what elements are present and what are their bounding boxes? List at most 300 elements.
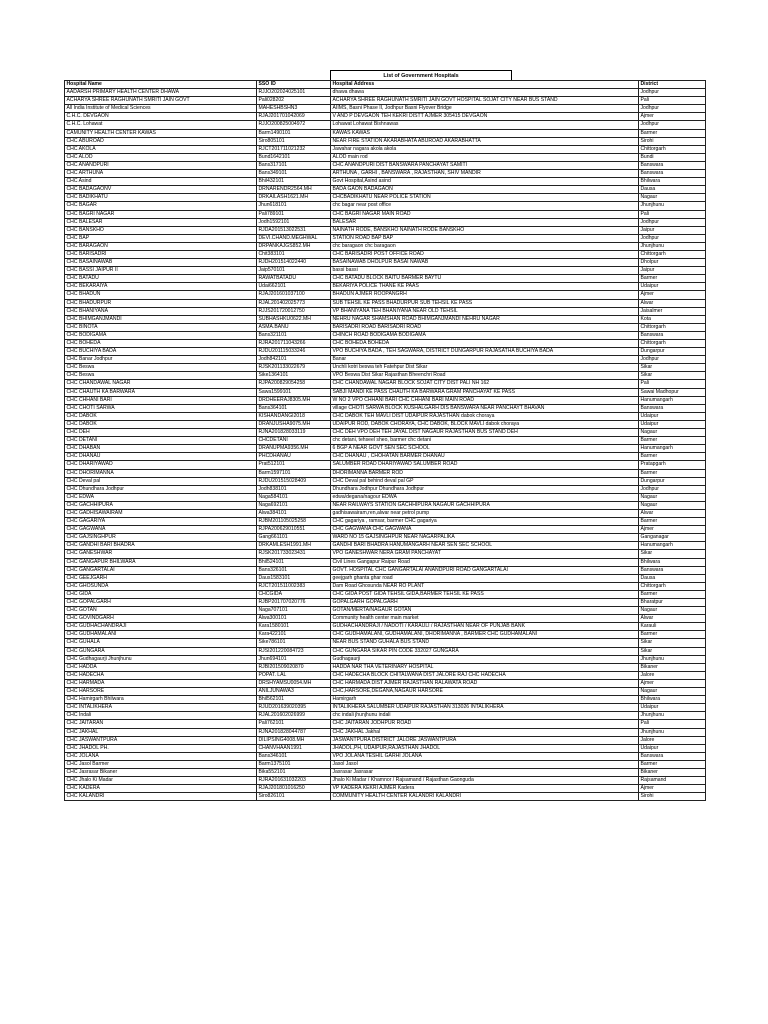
cell-hospital-address: NAINATH RODE, BANSKHO NAINATH RODE BANSKHO xyxy=(331,226,639,234)
cell-hospital-name: CHC KADERA xyxy=(65,785,257,793)
cell-sso-id: Bans349101 xyxy=(257,170,331,178)
table-row xyxy=(65,582,706,590)
table-row xyxy=(65,453,706,461)
cell-sso-id: RJPA200829054258 xyxy=(257,380,331,388)
cell-hospital-address: GOTAN/MERTA/NAGAUR GOTAN xyxy=(331,607,639,615)
cell-sso-id: DEVI.CHAND.MEGHWAL xyxy=(257,234,331,242)
cell-district: Udaipur xyxy=(639,744,706,752)
cell-district: Jodhpur xyxy=(639,89,706,97)
table-row xyxy=(65,607,706,615)
cell-sso-id: DRDHEERAJ8305.MH xyxy=(257,396,331,404)
cell-sso-id: POPAT. LAL xyxy=(257,671,331,679)
cell-hospital-name: CHC HARMADA xyxy=(65,679,257,687)
cell-hospital-name: CHC DEH xyxy=(65,429,257,437)
cell-sso-id: Bans326101 xyxy=(257,566,331,574)
cell-sso-id: RJBP201707020776 xyxy=(257,599,331,607)
cell-sso-id: Jaip570101 xyxy=(257,267,331,275)
cell-hospital-address: STATION ROAD BAP BAP xyxy=(331,234,639,242)
cell-hospital-name: CHC GANGARTALAI xyxy=(65,566,257,574)
table-row xyxy=(65,194,706,202)
cell-district: Nagaur xyxy=(639,501,706,509)
table-row xyxy=(65,202,706,210)
cell-hospital-address: CHC,HARSORE,DEGANA,NAGAUR HARSORE xyxy=(331,688,639,696)
cell-hospital-name: CHC GIDA xyxy=(65,590,257,598)
cell-sso-id: Bhil524101 xyxy=(257,558,331,566)
table-row xyxy=(65,226,706,234)
cell-hospital-address: Banar xyxy=(331,356,639,364)
cell-hospital-address: VPO GANESHWAR NERA GRAM PANCHAYAT xyxy=(331,550,639,558)
cell-sso-id: Bund1642101 xyxy=(257,153,331,161)
header-hospital-address: Hospital Address xyxy=(331,81,639,89)
cell-hospital-address: CHC JAKHAL Jakhal xyxy=(331,728,639,736)
cell-hospital-address: SALUMBER ROAD DHARIYAWAD SALUMBER ROAD xyxy=(331,461,639,469)
table-row xyxy=(65,412,706,420)
cell-district: Bundi xyxy=(639,153,706,161)
cell-sso-id: RJDU201115033246 xyxy=(257,348,331,356)
cell-hospital-name: CHC GOPALGARH xyxy=(65,599,257,607)
cell-district: Ajmer xyxy=(639,113,706,121)
table-row xyxy=(65,477,706,485)
cell-hospital-address: VPO JOLANA TESHIL GARHI JOLANA xyxy=(331,752,639,760)
cell-sso-id: Sike786101 xyxy=(257,639,331,647)
cell-hospital-address: DHORIMANNA BARMER ROD xyxy=(331,469,639,477)
cell-district: Dungarpur xyxy=(639,348,706,356)
cell-district: Udaipur xyxy=(639,283,706,291)
cell-hospital-name: All India Institute of Medical Sciences xyxy=(65,105,257,113)
table-row xyxy=(65,590,706,598)
cell-hospital-address: BASAINAWAB DHOLPUR BASAI NAWAB xyxy=(331,259,639,267)
cell-sso-id: Kara422101 xyxy=(257,631,331,639)
table-row xyxy=(65,777,706,785)
cell-sso-id: DRANUPMA9356.MH xyxy=(257,445,331,453)
cell-hospital-address: Dam Road Ghosunda NEAR RO PLANT xyxy=(331,582,639,590)
cell-hospital-address: CHC HADECHA BLOCK CHITALWANA DIST JALORE RAJ CHC HADECHA xyxy=(331,671,639,679)
cell-hospital-name: CHC INTALIKHERA xyxy=(65,704,257,712)
cell-sso-id: CHCDETANI xyxy=(257,437,331,445)
cell-hospital-name: CHC JOLANA xyxy=(65,752,257,760)
cell-sso-id: Jodh842101 xyxy=(257,356,331,364)
cell-district: Ajmer xyxy=(639,526,706,534)
table-row xyxy=(65,420,706,428)
table-row xyxy=(65,599,706,607)
cell-hospital-address: NEAR RAILWAYS STATION GACHHIPURA NAGAUR GACHHIPURA xyxy=(331,501,639,509)
cell-hospital-name: CHC BALESAR xyxy=(65,218,257,226)
cell-hospital-name: CHC BHADURPUR xyxy=(65,299,257,307)
cell-hospital-address: KAWAS KAWAS xyxy=(331,129,639,137)
cell-sso-id: Alwa384101 xyxy=(257,509,331,517)
table-row xyxy=(65,542,706,550)
cell-hospital-address: BHADUN AJMER ROOPANGRH xyxy=(331,291,639,299)
cell-hospital-address: CHC GUDHAMALANI, GUDHAMALANI, DHORIMANNA , BARMER CHC GUDHAMALANI xyxy=(331,631,639,639)
cell-hospital-address: GUDHACHANDRAJI / NADOTI / KARAULI / RAJASTHAN NEAR OF PUNJAB BANK xyxy=(331,623,639,631)
table-row xyxy=(65,121,706,129)
cell-district: Barmer xyxy=(639,631,706,639)
header-hospital-name: Hospital Name xyxy=(65,81,257,89)
cell-district: Barmer xyxy=(639,590,706,598)
cell-hospital-address: Jhalo Ki Madar / Khamnor / Rajsamand / Rajasthan Gaonguda xyxy=(331,777,639,785)
cell-district: Nagaur xyxy=(639,493,706,501)
cell-hospital-address: BARISADRI ROAD BARISADRI ROAD xyxy=(331,323,639,331)
table-row xyxy=(65,623,706,631)
cell-district: Jaipur xyxy=(639,226,706,234)
cell-hospital-name: CHC BHADUN xyxy=(65,291,257,299)
cell-hospital-name: CHC Jasrasar Bikaner xyxy=(65,768,257,776)
cell-district: Banswara xyxy=(639,331,706,339)
cell-hospital-name: CHC GUDHAMALANI xyxy=(65,631,257,639)
cell-hospital-address: GOPALGARH GOPALGARH xyxy=(331,599,639,607)
cell-sso-id: Barm1490101 xyxy=(257,129,331,137)
cell-sso-id: Pali762101 xyxy=(257,720,331,728)
cell-district: Bikaner xyxy=(639,768,706,776)
cell-hospital-address: dhawa dhawa xyxy=(331,89,639,97)
cell-sso-id: Jodh1592101 xyxy=(257,218,331,226)
cell-hospital-address: CHC DHANAU , CHOHATAN BARMER DHANAU xyxy=(331,453,639,461)
cell-district: Alwar xyxy=(639,509,706,517)
cell-sso-id: Bans364101 xyxy=(257,404,331,412)
cell-hospital-address: CHC BOHEDA BOHEDA xyxy=(331,340,639,348)
table-row xyxy=(65,744,706,752)
cell-district: Pali xyxy=(639,720,706,728)
cell-sso-id: RJBI201509020870 xyxy=(257,663,331,671)
cell-hospital-address: UDAIPUR ROD, DABOK CHORAYA, CHC DABOK, BLOCK MAVLI dabok choraya xyxy=(331,420,639,428)
cell-district: Dausa xyxy=(639,186,706,194)
table-row xyxy=(65,348,706,356)
cell-district: Sikar xyxy=(639,639,706,647)
cell-district: Jhunjhunu xyxy=(639,655,706,663)
cell-district: Sirohi xyxy=(639,793,706,801)
cell-hospital-name: CHC BANSKHO xyxy=(65,226,257,234)
cell-hospital-name: CHC GANDHI BARI BHADRA xyxy=(65,542,257,550)
cell-sso-id: RJDU201515028409 xyxy=(257,477,331,485)
cell-hospital-name: CHC Jhalo Ki Madar xyxy=(65,777,257,785)
table-row xyxy=(65,631,706,639)
cell-district: Chittorgarh xyxy=(639,340,706,348)
cell-sso-id: Bans346101 xyxy=(257,752,331,760)
cell-sso-id: RJAJ201701042069 xyxy=(257,113,331,121)
cell-district: Barmer xyxy=(639,437,706,445)
cell-hospital-name: CHC DABOK xyxy=(65,420,257,428)
cell-hospital-name: CHC GAJSINGHPUR xyxy=(65,534,257,542)
cell-hospital-name: CHC Hamirgarh Bhilwara xyxy=(65,696,257,704)
cell-sso-id: RJRA201711043266 xyxy=(257,340,331,348)
cell-sso-id: DILIPSING4008.MH xyxy=(257,736,331,744)
table-row xyxy=(65,688,706,696)
sheet-title: List of Government Hospitals xyxy=(330,70,512,80)
cell-hospital-address: CHC BAGRI NAGAR MAIN ROAD xyxy=(331,210,639,218)
cell-hospital-name: CHC JASWANTPURA xyxy=(65,736,257,744)
cell-hospital-address: NEAR FIRE STATION AKARABHATA ABUROAD AKARABHATTA xyxy=(331,137,639,145)
cell-sso-id: RJDH201514022440 xyxy=(257,259,331,267)
cell-district: Pali xyxy=(639,97,706,105)
cell-sso-id: Siro826101 xyxy=(257,793,331,801)
cell-sso-id: RJCT201511002383 xyxy=(257,582,331,590)
table-row xyxy=(65,704,706,712)
cell-sso-id: Bans321101 xyxy=(257,331,331,339)
cell-district: Chittorgarh xyxy=(639,323,706,331)
cell-hospital-name: C.H.C. Lohawat xyxy=(65,121,257,129)
cell-hospital-address: V AND P DEVGAON TEH KEKRI DISTT AJMER 305415 DEVGAON xyxy=(331,113,639,121)
table-row xyxy=(65,137,706,145)
cell-hospital-name: C.H.C. DEVGAON xyxy=(65,113,257,121)
cell-hospital-address: chc bagar near post office xyxy=(331,202,639,210)
cell-district: Jodhpur xyxy=(639,218,706,226)
cell-hospital-name: CHC GOVINDGARH xyxy=(65,615,257,623)
cell-sso-id: Sike1364101 xyxy=(257,372,331,380)
table-row xyxy=(65,712,706,720)
cell-hospital-address: VP KADERA KEKRI AJMER Kadera xyxy=(331,785,639,793)
cell-hospital-address: JASWANTPURA DISTRICT JALORE JASWANTPURA xyxy=(331,736,639,744)
cell-district: Jaisalmer xyxy=(639,307,706,315)
cell-hospital-name: CHC ANANDPURI xyxy=(65,161,257,169)
cell-hospital-address: HADDA NAR THA VETERINARY HOSPITAL xyxy=(331,663,639,671)
cell-sso-id: Naga707101 xyxy=(257,607,331,615)
cell-hospital-address: BALESAR xyxy=(331,218,639,226)
cell-district: Bhilwara xyxy=(639,178,706,186)
cell-hospital-name: CHC BAGRI NAGAR xyxy=(65,210,257,218)
cell-sso-id: Udai662101 xyxy=(257,283,331,291)
cell-district: Udaipur xyxy=(639,704,706,712)
cell-district: Ajmer xyxy=(639,291,706,299)
cell-district: Banswara xyxy=(639,161,706,169)
cell-hospital-name: CHC GOTAN xyxy=(65,607,257,615)
cell-hospital-address: CHC GIDA POST GIDA TEHSIL GIDA,BARMER TEHSIL KE PASS xyxy=(331,590,639,598)
cell-sso-id: RJAJ201601037100 xyxy=(257,291,331,299)
table-row xyxy=(65,307,706,315)
table-row xyxy=(65,275,706,283)
cell-hospital-name: CHC Beswa xyxy=(65,372,257,380)
cell-hospital-name: CHC Deval pal xyxy=(65,477,257,485)
cell-hospital-name: CHC GEEJGARH xyxy=(65,574,257,582)
hospital-list-sheet xyxy=(64,70,705,801)
cell-sso-id: Chit383101 xyxy=(257,250,331,258)
cell-district: Ganganagar xyxy=(639,534,706,542)
cell-sso-id: Bhil562101 xyxy=(257,696,331,704)
cell-sso-id: RJAL201402025773 xyxy=(257,299,331,307)
cell-district: Jhunjhunu xyxy=(639,712,706,720)
cell-hospital-name: CHC GAGWANA xyxy=(65,526,257,534)
cell-hospital-name: CHC BATADU xyxy=(65,275,257,283)
cell-hospital-name: CHC CHANDAWAL NAGAR xyxy=(65,380,257,388)
cell-district: Jodhpur xyxy=(639,356,706,364)
cell-hospital-address: GOVT. HOSPITAL CHC GANGARTALAI ANANDPURI ROAD GANGARTALAI xyxy=(331,566,639,574)
cell-hospital-name: ACHARYA SHREE RAGHUNATH SMRITI JAIN GOVT xyxy=(65,97,257,105)
cell-hospital-address: VPO BUCHIYA BADA , TEH SAGWARA, DISTRICT DUNGARPUR RAJASATHA BUCHIYA BADA xyxy=(331,348,639,356)
cell-sso-id: Bika552101 xyxy=(257,768,331,776)
cell-hospital-address: BADA GAON BADAGAON xyxy=(331,186,639,194)
cell-hospital-name: CHC AKOLA xyxy=(65,145,257,153)
table-row xyxy=(65,372,706,380)
cell-district: Pratapgarh xyxy=(639,461,706,469)
cell-hospital-name: CHC ALOD xyxy=(65,153,257,161)
table-row xyxy=(65,364,706,372)
cell-sso-id: RJAJ201801016250 xyxy=(257,785,331,793)
cell-hospital-name: CHC GHOSUNDA xyxy=(65,582,257,590)
table-row xyxy=(65,161,706,169)
cell-district: Banswara xyxy=(639,566,706,574)
cell-sso-id: RJPA200629010551 xyxy=(257,526,331,534)
cell-hospital-address: INTALIKHERA SALUMBER UDAIPUR RAJASTHAN 313026 INTALIKHERA xyxy=(331,704,639,712)
cell-hospital-address: Hamirgarh xyxy=(331,696,639,704)
cell-district: Chittorgarh xyxy=(639,250,706,258)
cell-sso-id: RJDA201513022531 xyxy=(257,226,331,234)
cell-district: Jodhpur xyxy=(639,121,706,129)
cell-district: Dausa xyxy=(639,574,706,582)
cell-hospital-address: ACHARYA SHREE RAGHUNATH SMRITI JAIN GOVT HOSPITAL SOJAT CITY NEAR BUS STAND xyxy=(331,97,639,105)
table-row xyxy=(65,768,706,776)
cell-sso-id: RJBM201105025258 xyxy=(257,518,331,526)
table-row xyxy=(65,331,706,339)
table-row xyxy=(65,647,706,655)
table-row xyxy=(65,218,706,226)
cell-hospital-address: village CHOTI SARWA BLOCK KUSHALGARH DIS BANSWARA NEAR PANCHAYT BHAVAN xyxy=(331,404,639,412)
cell-sso-id: ASMA.BANU xyxy=(257,323,331,331)
table-row xyxy=(65,404,706,412)
cell-hospital-name: CHC GANGAPUR BHILWARA xyxy=(65,558,257,566)
table-row xyxy=(65,145,706,153)
cell-district: Alwar xyxy=(639,299,706,307)
cell-sso-id: SUBHASHKU0622.MH xyxy=(257,315,331,323)
cell-sso-id: CHCGIDA xyxy=(257,590,331,598)
cell-district: Pali xyxy=(639,210,706,218)
cell-hospital-name: CHC GUHALA xyxy=(65,639,257,647)
cell-district: Barmer xyxy=(639,129,706,137)
cell-hospital-address: chc indali jhunjhunu indali xyxy=(331,712,639,720)
cell-district: Barmer xyxy=(639,469,706,477)
table-row xyxy=(65,493,706,501)
table-row xyxy=(65,178,706,186)
cell-hospital-name: AADARSH PRIMARY HEALTH CENTER DHAWA xyxy=(65,89,257,97)
cell-hospital-address: BEKARIYA POLICE THANE KE PAAS xyxy=(331,283,639,291)
cell-sso-id: Sawa1599101 xyxy=(257,388,331,396)
cell-hospital-name: CHC DHANAU xyxy=(65,453,257,461)
cell-district: Barmer xyxy=(639,453,706,461)
table-row xyxy=(65,793,706,801)
table-row xyxy=(65,615,706,623)
cell-hospital-address: CHC BATADU BLOCK BAITU BARMER BAYTU xyxy=(331,275,639,283)
cell-hospital-address: SABJI MANDI KE PASS CHAUTH KA BARWARA GRAM PANCHAYAT KE PASS xyxy=(331,388,639,396)
cell-district: Jodhpur xyxy=(639,485,706,493)
cell-hospital-name: CHC BHANIYANA xyxy=(65,307,257,315)
table-row xyxy=(65,299,706,307)
hospital-table xyxy=(64,80,706,801)
table-body xyxy=(65,89,706,801)
cell-hospital-address: GANDHI BARI BHADRA HANUMANGARH NEAR SEN SEC SCHOOL xyxy=(331,542,639,550)
table-row xyxy=(65,518,706,526)
cell-hospital-name: CHC JHADOL PH. xyxy=(65,744,257,752)
cell-district: Jhunjhunu xyxy=(639,242,706,250)
table-row xyxy=(65,461,706,469)
table-row xyxy=(65,509,706,517)
cell-district: Sikar xyxy=(639,550,706,558)
cell-hospital-address: CHC GUNGARA SIKAR PIN CODE 332027 GUNGARA xyxy=(331,647,639,655)
table-row xyxy=(65,469,706,477)
cell-hospital-address: CHC Deval pal behind deval pal GP xyxy=(331,477,639,485)
table-row xyxy=(65,526,706,534)
cell-district: Barmer xyxy=(639,275,706,283)
table-row xyxy=(65,242,706,250)
header-sso-id: SSO ID xyxy=(257,81,331,89)
cell-sso-id: RJUD201639020395 xyxy=(257,704,331,712)
cell-hospital-address: Jawahar nagara akola akola xyxy=(331,145,639,153)
table-row xyxy=(65,113,706,121)
cell-hospital-address: JHADOL,PH, UDAIPUR,RAJASTHAN JHADOL xyxy=(331,744,639,752)
cell-district: Banswara xyxy=(639,170,706,178)
cell-district: Rajsamand xyxy=(639,777,706,785)
cell-district: Nagaur xyxy=(639,607,706,615)
cell-hospital-address: Civil Lines Gangapur Raipur Road xyxy=(331,558,639,566)
cell-hospital-name: CHC BASSI JAIPUR II xyxy=(65,267,257,275)
table-row xyxy=(65,396,706,404)
cell-sso-id: RJJO202024025101 xyxy=(257,89,331,97)
cell-sso-id: Naga584101 xyxy=(257,493,331,501)
cell-hospital-address: CHC gagariya , ramsar, barmer CHC gagariya xyxy=(331,518,639,526)
cell-district: Pali xyxy=(639,380,706,388)
cell-hospital-address: gadhisawairam,ren,alwar near petrol pump xyxy=(331,509,639,517)
table-row xyxy=(65,250,706,258)
cell-hospital-name: CHC ARTHUNA xyxy=(65,170,257,178)
cell-district: Banswara xyxy=(639,752,706,760)
cell-hospital-name: CHC BUCHIYA BADA xyxy=(65,348,257,356)
cell-hospital-address: chc detani, tehseel sheo, barmer chc detani xyxy=(331,437,639,445)
table-row xyxy=(65,356,706,364)
cell-sso-id: Jodh838101 xyxy=(257,485,331,493)
cell-sso-id: DRKAMLESH1991.MH xyxy=(257,542,331,550)
cell-hospital-name: CHC Jasol Barmer xyxy=(65,760,257,768)
cell-hospital-name: CHC BHIMGANJMANDI xyxy=(65,315,257,323)
cell-district: Jodhpur xyxy=(639,105,706,113)
cell-district: Ajmer xyxy=(639,785,706,793)
table-row xyxy=(65,663,706,671)
header-row xyxy=(65,81,706,89)
cell-sso-id: RJJS201720012750 xyxy=(257,307,331,315)
cell-hospital-name: CHC GANESHWAR xyxy=(65,550,257,558)
cell-hospital-address: bassi bassi xyxy=(331,267,639,275)
table-row xyxy=(65,129,706,137)
table-row xyxy=(65,485,706,493)
cell-district: Jaipur xyxy=(639,267,706,275)
table-row xyxy=(65,388,706,396)
cell-hospital-address: AIIMS, Basni Phase II, Jodhpur Basni Flyover Bridge xyxy=(331,105,639,113)
cell-district: Jalore xyxy=(639,671,706,679)
cell-sso-id: Naga692101 xyxy=(257,501,331,509)
cell-district: Bhilwara xyxy=(639,696,706,704)
cell-district: Udaipur xyxy=(639,412,706,420)
cell-sso-id: RJAL201602026999 xyxy=(257,712,331,720)
cell-hospital-address: CHC ANANDPURI DIST BANSWARA PANCHAYAT SAMITI xyxy=(331,161,639,169)
cell-hospital-name: CHC GUDHACHANDRAJI xyxy=(65,623,257,631)
cell-sso-id: RJRA201631032203 xyxy=(257,777,331,785)
cell-hospital-name: CHC EDWA xyxy=(65,493,257,501)
cell-hospital-name: CHC Banar Jodhpur xyxy=(65,356,257,364)
cell-hospital-name: CHC CHHANI BARI xyxy=(65,396,257,404)
cell-hospital-name: CHC BINOTA xyxy=(65,323,257,331)
cell-district: Ajmer xyxy=(639,679,706,687)
cell-sso-id: DRANJUSHA9075.MH xyxy=(257,420,331,428)
cell-hospital-name: CHC Beswa xyxy=(65,364,257,372)
table-row xyxy=(65,445,706,453)
cell-hospital-address: Community health center main market xyxy=(331,615,639,623)
cell-hospital-name: CHC BADIKHATU xyxy=(65,194,257,202)
cell-hospital-address: VP BHANIYANA TEH BHANIYANA NEAR OLD TEHSIL xyxy=(331,307,639,315)
cell-hospital-address: geejgarh ghanta ghar road xyxy=(331,574,639,582)
cell-district: Bhilwara xyxy=(639,558,706,566)
cell-hospital-name: CHC Asind xyxy=(65,178,257,186)
cell-hospital-name: CHC DHARIYAWAD xyxy=(65,461,257,469)
cell-sso-id: RJSI201220084723 xyxy=(257,647,331,655)
cell-hospital-address: ARTHUNA , GARHI , BANSWARA , RAJASTHAN, SHIV MANDIR xyxy=(331,170,639,178)
cell-district: Bharatpur xyxy=(639,599,706,607)
cell-sso-id: Prat512101 xyxy=(257,461,331,469)
